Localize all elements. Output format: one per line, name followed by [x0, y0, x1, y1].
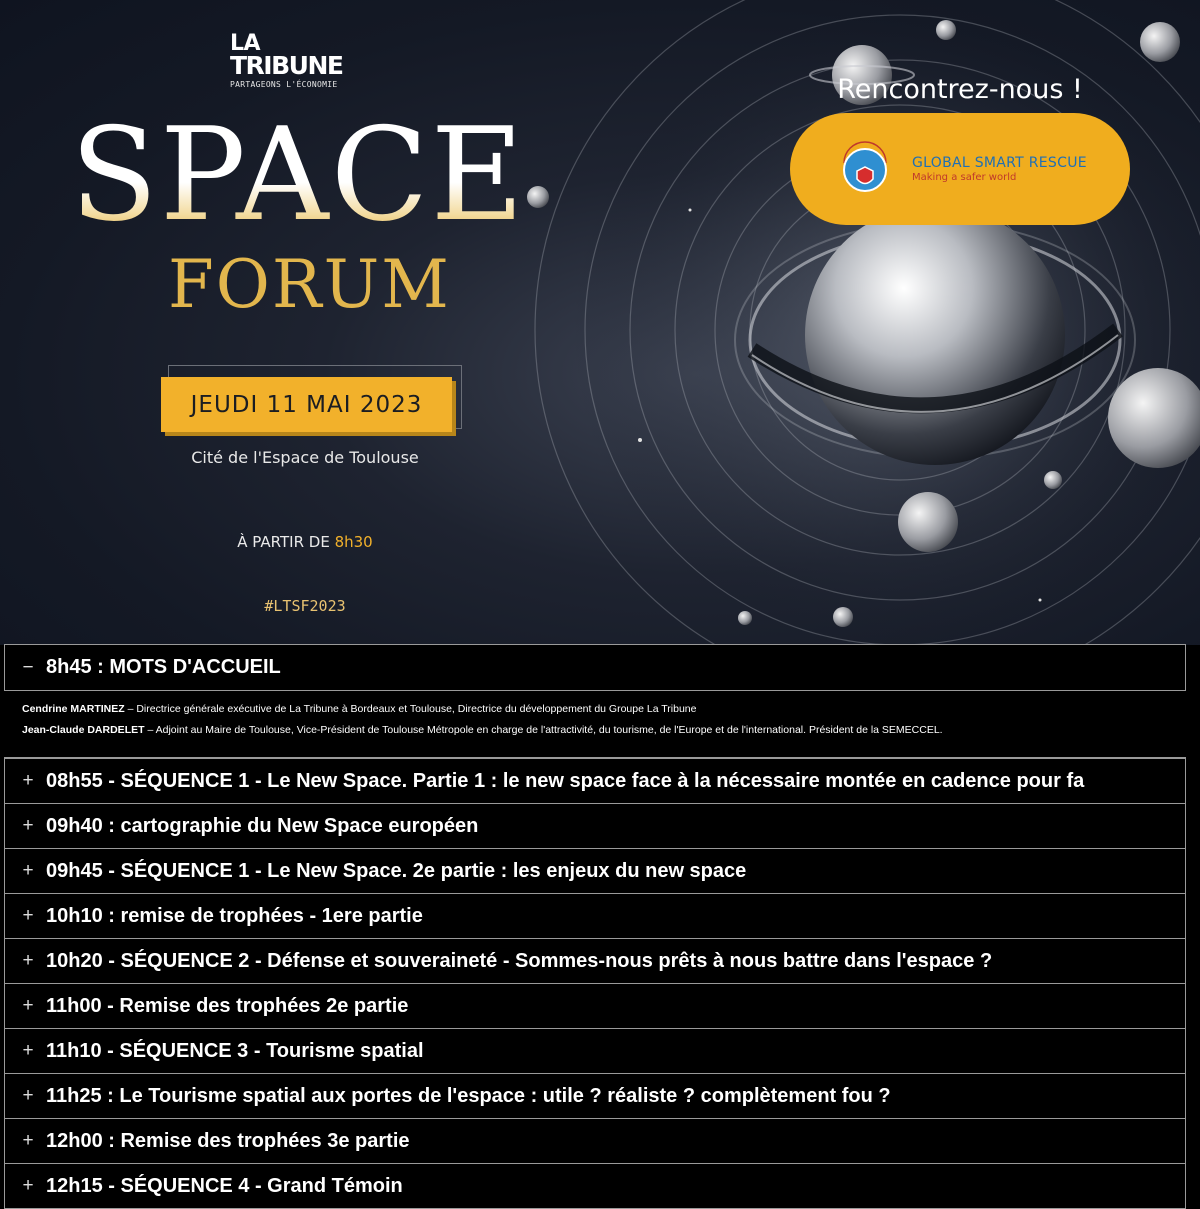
agenda-item-title: 08h55 - SÉQUENCE 1 - Le New Space. Partie 1 : le new space face à la nécessaire montée en cadence pour fa — [46, 769, 1085, 792]
agenda-item-title: 09h40 : cartographie du New Space européen — [46, 814, 479, 837]
event-subtitle: FORUM — [168, 246, 451, 323]
logo-line-la: LA — [230, 31, 261, 56]
expand-icon[interactable]: + — [22, 995, 34, 1016]
expand-icon[interactable]: + — [22, 815, 34, 836]
agenda-item-title: 10h20 - SÉQUENCE 2 - Défense et souveraineté - Sommes-nous prêts à nous battre dans l'espace ? — [46, 949, 993, 972]
agenda-item[interactable] — [4, 894, 1186, 939]
speaker-name: Cendrine MARTINEZ — [22, 703, 125, 715]
la-tribune-logo — [230, 33, 355, 89]
agenda-item-title: 8h45 : MOTS D'ACCUEIL — [46, 656, 281, 678]
agenda-item[interactable] — [4, 1029, 1186, 1074]
speaker-line — [22, 720, 1186, 741]
expand-icon[interactable]: + — [22, 1040, 34, 1061]
agenda-item[interactable] — [4, 804, 1186, 849]
agenda-accordion — [4, 644, 1186, 1209]
sponsor-text — [912, 155, 1087, 183]
agenda-item-title: 12h15 - SÉQUENCE 4 - Grand Témoin — [46, 1174, 403, 1197]
expand-icon[interactable]: + — [22, 770, 34, 791]
agenda-item-title: 11h25 : Le Tourisme spatial aux portes de l'espace : utile ? réaliste ? complètement fou ? — [46, 1084, 891, 1107]
speaker-role: – Adjoint au Maire de Toulouse, Vice-Président de Toulouse Métropole en charge de l'attractivité, du tourisme, de l'Europe et de l'international. Président de la SEMECCEL. — [144, 724, 943, 736]
meet-us-heading: Rencontrez-nous ! — [837, 74, 1083, 105]
agenda-item[interactable] — [4, 1119, 1186, 1164]
agenda-item[interactable] — [4, 758, 1186, 804]
collapse-icon[interactable]: − — [22, 656, 34, 678]
date-badge: JEUDI 11 MAI 2023 — [161, 377, 452, 432]
agenda-item-title: 12h00 : Remise des trophées 3e partie — [46, 1129, 410, 1152]
agenda-item-details — [4, 691, 1186, 757]
expand-icon[interactable]: + — [22, 1175, 34, 1196]
expand-icon[interactable]: + — [22, 1130, 34, 1151]
speaker-line — [22, 699, 1186, 720]
sponsor-card[interactable] — [790, 113, 1130, 225]
sponsor-name: GLOBAL SMART RESCUE — [912, 155, 1087, 171]
start-time: 8h30 — [334, 533, 373, 551]
agenda-item[interactable] — [4, 1164, 1186, 1209]
agenda-item-title: 11h00 - Remise des trophées 2e partie — [46, 994, 409, 1017]
agenda-item[interactable] — [4, 849, 1186, 894]
speaker-role: – Directrice générale exécutive de La Tribune à Bordeaux et Toulouse, Directrice du développement du Groupe La Tribune — [124, 703, 697, 715]
logo-tagline: PARTAGEONS L'ÉCONOMIE — [230, 80, 338, 89]
logo-line-tribune: TRIBUNE — [230, 51, 343, 80]
agenda-item-open[interactable] — [4, 644, 1186, 691]
agenda-item-title: 09h45 - SÉQUENCE 1 - Le New Space. 2e partie : les enjeux du new space — [46, 859, 747, 882]
event-hashtag: #LTSF2023 — [264, 597, 346, 615]
agenda-items — [4, 757, 1186, 1209]
event-title: SPACE — [58, 112, 538, 240]
speaker-name: Jean-Claude DARDELET — [22, 724, 145, 736]
agenda-item[interactable] — [4, 984, 1186, 1029]
expand-icon[interactable]: + — [22, 950, 34, 971]
expand-icon[interactable]: + — [22, 1085, 34, 1106]
agenda-item[interactable] — [4, 939, 1186, 984]
sponsor-tagline: Making a safer world — [912, 172, 1017, 183]
start-time-line — [200, 533, 410, 551]
expand-icon[interactable]: + — [22, 860, 34, 881]
event-venue: Cité de l'Espace de Toulouse — [191, 448, 419, 467]
start-prefix: À PARTIR DE — [237, 533, 330, 551]
agenda-item[interactable] — [4, 1074, 1186, 1119]
expand-icon[interactable]: + — [22, 905, 34, 926]
globe-shield-icon — [840, 141, 890, 197]
agenda-item-title: 10h10 : remise de trophées - 1ere partie — [46, 904, 423, 927]
agenda-item-title: 11h10 - SÉQUENCE 3 - Tourisme spatial — [46, 1039, 424, 1062]
